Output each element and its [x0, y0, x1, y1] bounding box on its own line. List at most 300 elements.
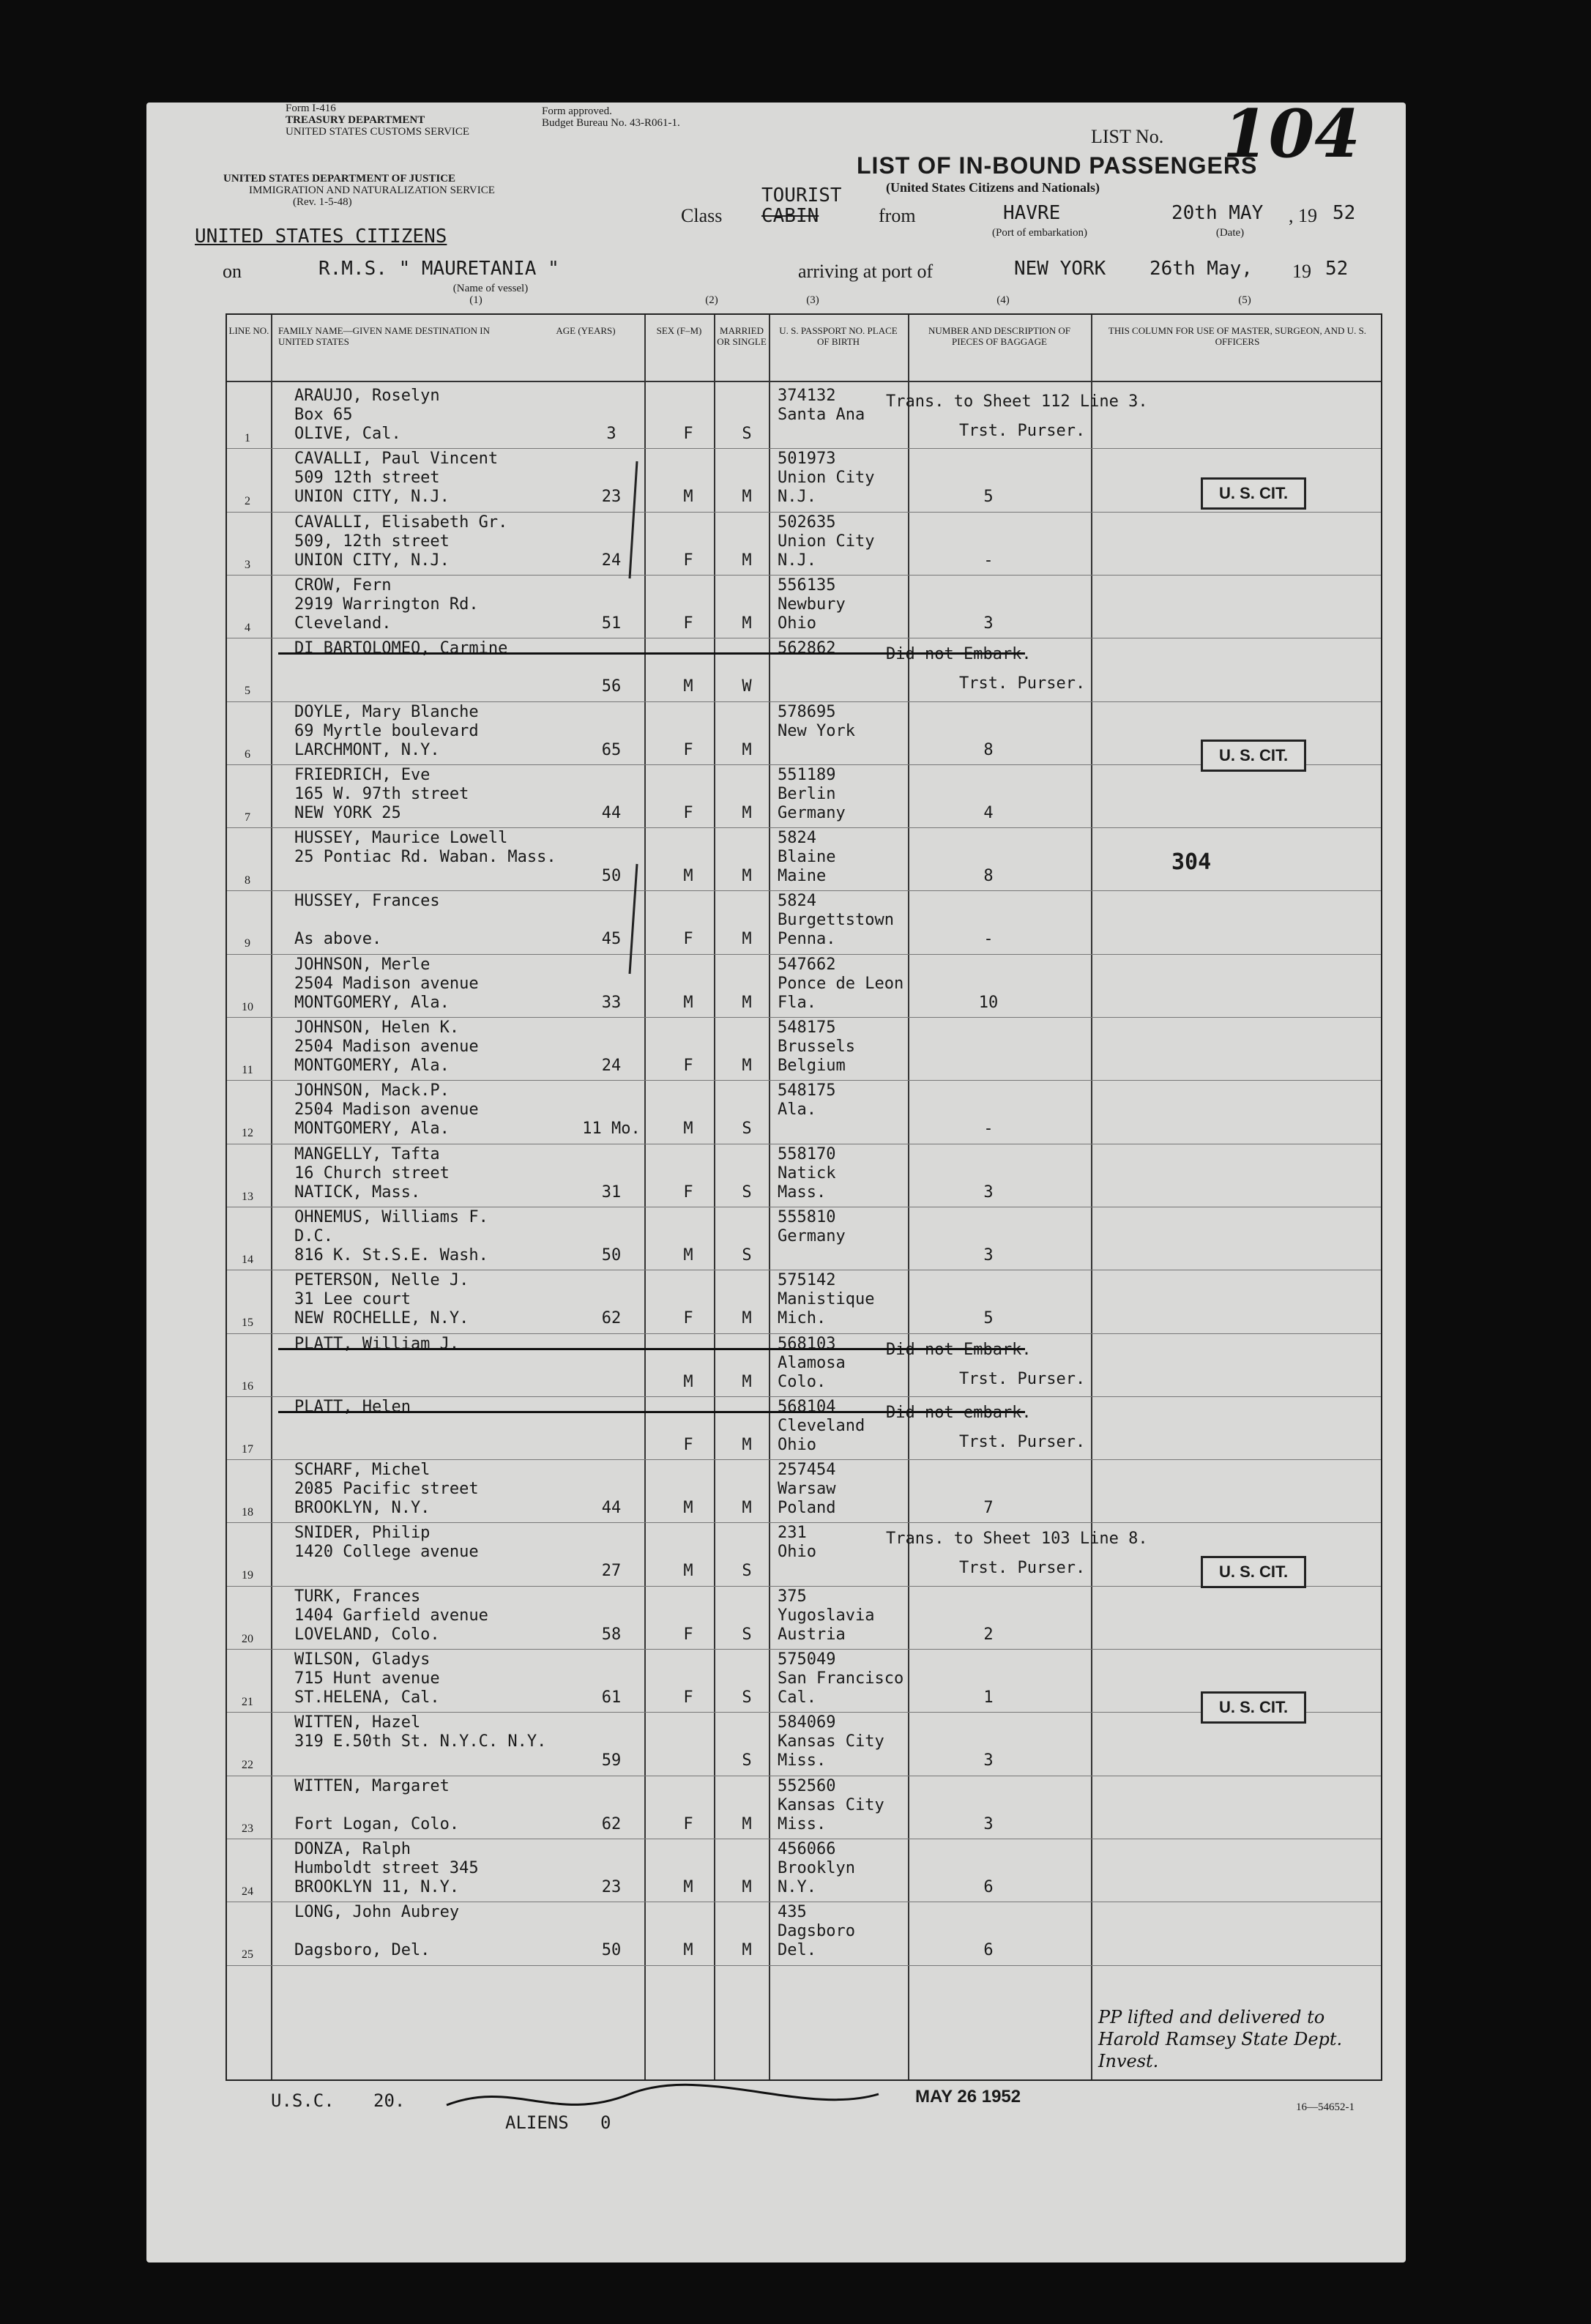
cell-age: 59	[601, 1751, 622, 1770]
cell-pb1: Union City	[778, 469, 875, 488]
line-number: 22	[242, 1759, 253, 1772]
cell-n1: TURK, Frances	[294, 1587, 421, 1606]
cell-rem: Did not Embark.	[886, 1340, 1032, 1359]
cell-n3: OLIVE, Cal.	[294, 425, 401, 443]
cell-pp: 558170	[778, 1144, 836, 1163]
table-row	[227, 1144, 1381, 1207]
cell-bag: 6	[983, 1941, 994, 1960]
table-row	[227, 1839, 1381, 1902]
line-number: 9	[245, 937, 250, 950]
cell-n1: WILSON, Gladys	[294, 1650, 431, 1669]
officers-header: THIS COLUMN FOR USE OF MASTER, SURGEON, AND U. S. OFFICERS	[1108, 325, 1367, 347]
cell-pb1: Kansas City	[778, 1795, 884, 1814]
cell-n3: BROOKLYN, N.Y.	[294, 1499, 431, 1518]
row-divider	[227, 1965, 1381, 1966]
cell-pb2: N.J.	[778, 488, 816, 507]
list-number: 104	[1223, 95, 1360, 173]
cell-age: 23	[601, 488, 622, 507]
cell-sex: M	[683, 1877, 693, 1896]
cell-bag: 3	[983, 1814, 994, 1833]
cell-mar: W	[742, 677, 752, 696]
cell-bag: 1	[983, 1688, 994, 1707]
cell-mar: S	[742, 1183, 752, 1202]
table-row	[227, 1207, 1381, 1270]
cell-n1: JOHNSON, Helen K.	[294, 1018, 460, 1037]
cell-pb2: Belgium	[778, 1057, 846, 1075]
cell-sex: F	[683, 614, 693, 633]
strikethrough-line	[278, 1348, 1025, 1350]
cell-n1: DONZA, Ralph	[294, 1839, 411, 1858]
cell-pb1: Kansas City	[778, 1732, 884, 1751]
cell-sex: F	[683, 1688, 693, 1707]
us-cit-stamp: U. S. CIT.	[1201, 740, 1306, 772]
cell-n3: NATICK, Mass.	[294, 1183, 421, 1202]
cell-n2: 16 Church street	[294, 1163, 450, 1183]
table-row	[227, 575, 1381, 638]
cell-pb2: Del.	[778, 1941, 816, 1960]
cell-pp: 5824	[778, 892, 816, 911]
line-number: 16	[242, 1379, 253, 1393]
cell-n3: UNION CITY, N.J.	[294, 551, 450, 570]
cell-mar: S	[742, 1245, 752, 1265]
cell-n1: PLATT, William J.	[294, 1334, 460, 1353]
embark-year: 52	[1333, 202, 1356, 224]
us-cit-stamp: U. S. CIT.	[1201, 477, 1306, 510]
cell-age: 58	[601, 1625, 622, 1644]
line-number: 19	[242, 1569, 253, 1582]
cell-pb2: Miss.	[778, 1814, 827, 1833]
aliens-label: ALIENS	[505, 2112, 569, 2133]
cell-n1: PETERSON, Nelle J.	[294, 1271, 469, 1290]
cell-pp: 456066	[778, 1839, 836, 1858]
cell-bag: -	[983, 1120, 994, 1139]
cell-bag: -	[983, 551, 994, 570]
line-number: 18	[242, 1506, 253, 1519]
cell-n2: 2504 Madison avenue	[294, 1038, 479, 1056]
cell-n1: CAVALLI, Elisabeth Gr.	[294, 513, 508, 532]
cell-age: 50	[601, 1941, 622, 1960]
cell-pb2: Ohio	[778, 614, 816, 633]
cell-n1: CROW, Fern	[294, 576, 392, 595]
cell-n2: 2085 Pacific street	[294, 1480, 479, 1499]
cell-mar: M	[742, 740, 752, 759]
usc-count: 20.	[373, 2090, 406, 2111]
cell-sex: F	[683, 740, 693, 759]
cell-n2: 69 Myrtle boulevard	[294, 721, 479, 740]
cell-pb1: Manistique	[778, 1290, 875, 1309]
cell-pb2: Mass.	[778, 1183, 827, 1202]
cell-pp: 374132	[778, 387, 836, 405]
cell-mar: M	[742, 1435, 752, 1454]
cell-mar: S	[742, 425, 752, 443]
class-label: Class	[681, 205, 723, 226]
cell-pp: 568104	[778, 1397, 836, 1416]
col-num-5: (5)	[1238, 294, 1251, 306]
line-number: 3	[245, 558, 250, 571]
cell-pb2: Mich.	[778, 1309, 827, 1328]
cell-n2: 1404 Garfield avenue	[294, 1606, 488, 1625]
cell-mar: M	[742, 614, 752, 633]
cell-pp: 551189	[778, 765, 836, 784]
cell-pb1: Dagsboro	[778, 1922, 855, 1941]
cell-age: 11 Mo.	[582, 1120, 641, 1139]
cell-n2: 2504 Madison avenue	[294, 1100, 479, 1120]
cell-pb1: Ohio	[778, 1543, 816, 1562]
table-row	[227, 1396, 1381, 1459]
cell-pb1: Yugoslavia	[778, 1606, 875, 1625]
cell-rem2: Trst. Purser.	[959, 422, 1086, 440]
cell-sex: F	[683, 1625, 693, 1644]
cell-n3: NEW ROCHELLE, N.Y.	[294, 1309, 469, 1328]
cell-sex: F	[683, 1183, 693, 1202]
cell-age: 56	[601, 677, 622, 696]
table-row	[227, 1586, 1381, 1649]
cell-sex: F	[683, 1309, 693, 1328]
cell-pb1: Ala.	[778, 1100, 816, 1120]
cell-sex: F	[683, 803, 693, 822]
cell-n1: ARAUJO, Roselyn	[294, 387, 440, 405]
cell-pp: 578695	[778, 702, 836, 721]
cell-pp: 231	[778, 1524, 807, 1543]
cell-sex: M	[683, 1499, 693, 1518]
cell-mar: M	[742, 551, 752, 570]
cell-n1: HUSSEY, Frances	[294, 892, 440, 911]
sex-header: SEX (F–M)	[656, 325, 702, 336]
citizens-label: UNITED STATES CITIZENS	[195, 226, 447, 247]
cell-pb2: N.Y.	[778, 1877, 816, 1896]
cell-pp: 556135	[778, 576, 836, 595]
cell-sex: F	[683, 1435, 693, 1454]
cell-n3: MONTGOMERY, Ala.	[294, 1120, 450, 1139]
cell-age: 33	[601, 993, 622, 1012]
cell-age: 65	[601, 740, 622, 759]
cell-bag: 8	[983, 867, 994, 886]
arrival-port: NEW YORK	[1014, 258, 1106, 280]
line-number: 23	[242, 1822, 253, 1835]
line-number: 1	[245, 432, 250, 444]
us-cit-stamp: U. S. CIT.	[1201, 1556, 1306, 1588]
arrival-year-prefix: 19	[1292, 261, 1311, 282]
cell-sex: F	[683, 930, 693, 949]
cell-pp: 501973	[778, 450, 836, 469]
cell-bag: 2	[983, 1625, 994, 1644]
cell-pb2: Colo.	[778, 1372, 827, 1391]
cell-n2: 509, 12th street	[294, 532, 450, 551]
cell-mar: M	[742, 1814, 752, 1833]
cell-bag: 7	[983, 1499, 994, 1518]
cell-age: 50	[601, 867, 622, 886]
cell-n3: BROOKLYN 11, N.Y.	[294, 1877, 460, 1896]
cell-sex: M	[683, 1245, 693, 1265]
married-header: MARRIED OR SINGLE	[717, 325, 767, 347]
cell-mar: M	[742, 1309, 752, 1328]
cell-n2: 715 Hunt avenue	[294, 1669, 440, 1688]
cell-rem2: Trst. Purser.	[959, 1432, 1086, 1451]
cell-mar: S	[742, 1120, 752, 1139]
cell-pb2: Ohio	[778, 1435, 816, 1454]
cell-n3: MONTGOMERY, Ala.	[294, 993, 450, 1012]
cell-n1: DI BARTOLOMEO, Carmine	[294, 639, 508, 658]
cell-sex: M	[683, 1372, 693, 1391]
cell-n1: OHNEMUS, Williams F.	[294, 1207, 488, 1226]
pp-lifted-note: PP lifted and delivered to Harold Ramsey State Dept. Invest.	[1098, 2007, 1343, 2071]
cell-n2: 319 E.50th St. N.Y.C. N.Y.	[294, 1732, 547, 1751]
table-row	[227, 1776, 1381, 1839]
usc-label: U.S.C.	[271, 2090, 335, 2111]
cell-pp: 5824	[778, 829, 816, 848]
table-row	[227, 1017, 1381, 1080]
cell-sex: M	[683, 677, 693, 696]
cell-mar: S	[742, 1751, 752, 1770]
cell-n2: 2919 Warrington Rd.	[294, 595, 479, 614]
line-number: 13	[242, 1190, 253, 1203]
table-row	[227, 512, 1381, 575]
cell-bag: 5	[983, 488, 994, 507]
dept-justice: UNITED STATES DEPARTMENT OF JUSTICE	[223, 173, 456, 185]
cell-n3: LARCHMONT, N.Y.	[294, 740, 440, 759]
stamp-304: 304	[1171, 849, 1212, 875]
cell-n1: HUSSEY, Maurice Lowell	[294, 829, 508, 848]
cell-pp: 548175	[778, 1081, 836, 1100]
col-num-4: (4)	[996, 294, 1010, 306]
cell-pb2: Germany	[778, 803, 846, 822]
cell-sex: F	[683, 1814, 693, 1833]
cell-pb1: Cleveland	[778, 1416, 865, 1435]
cell-pb1: Union City	[778, 532, 875, 551]
line-number: 5	[245, 685, 250, 698]
cell-sex: M	[683, 1120, 693, 1139]
cell-pb1: Brussels	[778, 1038, 855, 1056]
cell-age: 44	[601, 803, 622, 822]
passport-header: U. S. PASSPORT NO. PLACE OF BIRTH	[779, 325, 898, 347]
cell-mar: S	[742, 1562, 752, 1581]
cell-pb2: N.J.	[778, 551, 816, 570]
table-row	[227, 954, 1381, 1017]
cell-pp: 575142	[778, 1271, 836, 1290]
cell-rem: Did not embark.	[886, 1403, 1032, 1422]
cell-bag: 8	[983, 740, 994, 759]
line-number: 7	[245, 811, 250, 824]
cell-age: 45	[601, 930, 622, 949]
form-rev: (Rev. 1-5-48)	[293, 196, 352, 208]
document-subtitle: (United States Citizens and Nationals)	[886, 180, 1100, 195]
cell-pp: 568103	[778, 1334, 836, 1353]
cell-age: 61	[601, 1688, 622, 1707]
cell-pb2: Miss.	[778, 1751, 827, 1770]
cell-rem: Trans. to Sheet 112 Line 3.	[886, 392, 1148, 411]
cell-pb1: Burgettstown	[778, 911, 894, 930]
budget-bureau: Budget Bureau No. 43-R061-1.	[542, 117, 680, 129]
line-number: 10	[242, 1000, 253, 1013]
cell-n1: SNIDER, Philip	[294, 1524, 431, 1543]
cell-n1: DOYLE, Mary Blanche	[294, 702, 479, 721]
cell-n1: PLATT, Helen	[294, 1397, 411, 1416]
cell-n2: 31 Lee court	[294, 1290, 411, 1309]
cell-age: 24	[601, 1057, 622, 1075]
strikethrough-line	[278, 1411, 1025, 1413]
table-row	[227, 638, 1381, 701]
cell-n3: As above.	[294, 930, 382, 949]
table-row	[227, 764, 1381, 827]
line-number: 24	[242, 1885, 253, 1898]
cell-n3: Dagsboro, Del.	[294, 1941, 431, 1960]
cell-rem2: Trst. Purser.	[959, 674, 1086, 693]
cell-n1: LONG, John Aubrey	[294, 1903, 460, 1922]
cell-n3: MONTGOMERY, Ala.	[294, 1057, 450, 1075]
cell-pp: 435	[778, 1903, 807, 1922]
line-number: 25	[242, 1948, 253, 1962]
vessel-name: R.M.S. " MAURETANIA "	[318, 258, 559, 280]
embark-port: HAVRE	[1003, 202, 1061, 224]
line-number: 2	[245, 495, 250, 508]
cell-pb1: Ponce de Leon	[778, 974, 904, 993]
cell-mar: M	[742, 488, 752, 507]
cell-bag: 3	[983, 1751, 994, 1770]
cell-pb2: Maine	[778, 867, 827, 886]
line-number: 11	[242, 1064, 253, 1076]
date-stamp: MAY 26 1952	[915, 2087, 1021, 2107]
cell-pb1: New York	[778, 721, 855, 740]
cell-sex: F	[683, 551, 693, 570]
cell-pp: 555810	[778, 1207, 836, 1226]
cell-bag: 4	[983, 803, 994, 822]
list-no-label: LIST No.	[1091, 126, 1164, 147]
cell-pb1: Newbury	[778, 595, 846, 614]
cell-n2: Box 65	[294, 406, 353, 424]
cell-sex: M	[683, 488, 693, 507]
cell-n3: NEW YORK 25	[294, 803, 401, 822]
cell-pb1: Brooklyn	[778, 1858, 855, 1877]
cell-n2: 165 W. 97th street	[294, 784, 469, 803]
name-header: FAMILY NAME—GIVEN NAME DESTINATION IN UNITED STATES	[278, 325, 491, 347]
table-row	[227, 1902, 1381, 1964]
cell-age: 50	[601, 1245, 622, 1265]
cell-pp: 548175	[778, 1018, 836, 1037]
table-row	[227, 1270, 1381, 1333]
line-number: 20	[242, 1632, 253, 1645]
header-divider	[227, 381, 1381, 382]
cell-mar: M	[742, 1877, 752, 1896]
cell-n1: JOHNSON, Merle	[294, 955, 431, 974]
table-row	[227, 385, 1381, 448]
age-header: AGE (YEARS)	[556, 325, 616, 336]
table-row	[227, 1459, 1381, 1522]
date-caption: (Date)	[1215, 227, 1245, 239]
from-label: from	[879, 205, 916, 226]
arrival-date: 26th May,	[1150, 258, 1253, 280]
line-number: 4	[245, 621, 250, 634]
cell-n2: 2504 Madison avenue	[294, 974, 479, 993]
cell-mar: M	[742, 930, 752, 949]
cell-age: 23	[601, 1877, 622, 1896]
cell-n2: D.C.	[294, 1226, 333, 1245]
cell-bag: 3	[983, 1183, 994, 1202]
cell-pb1: San Francisco	[778, 1669, 904, 1688]
cell-pb1: Blaine	[778, 848, 836, 867]
cell-mar: M	[742, 867, 752, 886]
cell-age: 27	[601, 1562, 622, 1581]
cell-rem2: Trst. Purser.	[959, 1369, 1086, 1388]
cell-pb1: Warsaw	[778, 1480, 836, 1499]
cell-n1: CAVALLI, Paul Vincent	[294, 450, 499, 469]
cell-mar: M	[742, 1499, 752, 1518]
year-prefix: , 19	[1289, 205, 1317, 226]
arriving-label: arriving at port of	[798, 261, 934, 282]
cell-mar: M	[742, 1941, 752, 1960]
cell-sex: M	[683, 1562, 693, 1581]
cell-age: 44	[601, 1499, 622, 1518]
cell-mar: S	[742, 1625, 752, 1644]
line-number: 14	[242, 1253, 253, 1266]
cell-pp: 257454	[778, 1461, 836, 1480]
cell-sex: M	[683, 1941, 693, 1960]
cell-n1: WITTEN, Margaret	[294, 1776, 450, 1795]
customs-service: UNITED STATES CUSTOMS SERVICE	[286, 126, 470, 138]
port-caption: (Port of embarkation)	[992, 227, 1087, 239]
cell-pp: 547662	[778, 955, 836, 974]
col-num-1: (1)	[469, 294, 482, 306]
table-row	[227, 1080, 1381, 1143]
cell-pp: 562862	[778, 639, 836, 658]
cell-age: 51	[601, 614, 622, 633]
cell-n2: 1420 College avenue	[294, 1543, 479, 1562]
cell-mar: M	[742, 803, 752, 822]
treasury-dept: TREASURY DEPARTMENT	[286, 114, 425, 126]
cell-n1: WITTEN, Hazel	[294, 1713, 421, 1732]
cell-sex: M	[683, 993, 693, 1012]
cell-sex: M	[683, 867, 693, 886]
cell-age: 62	[601, 1309, 622, 1328]
line-header: LINE NO.	[228, 325, 269, 336]
cell-pb2: Austria	[778, 1625, 846, 1644]
cell-rem2: Trst. Purser.	[959, 1559, 1086, 1578]
cell-n1: JOHNSON, Mack.P.	[294, 1081, 450, 1100]
strikethrough-line	[278, 652, 1025, 655]
cell-pp: 584069	[778, 1713, 836, 1732]
cell-age: 31	[601, 1183, 622, 1202]
class-value: TOURIST	[761, 185, 842, 206]
cell-rem: Trans. to Sheet 103 Line 8.	[886, 1530, 1148, 1549]
cell-pp: 575049	[778, 1650, 836, 1669]
vessel-caption: (Name of vessel)	[452, 283, 529, 294]
on-label: on	[223, 261, 242, 282]
cell-sex: F	[683, 425, 693, 443]
cell-pp: 502635	[778, 513, 836, 532]
line-number: 21	[242, 1696, 253, 1708]
cell-pb2: Fla.	[778, 993, 816, 1012]
embark-date: 20th MAY	[1171, 202, 1264, 224]
ins-label: IMMIGRATION AND NATURALIZATION SERVICE	[249, 185, 495, 196]
cell-pb2: Poland	[778, 1499, 836, 1518]
cell-sex: F	[683, 1057, 693, 1075]
cell-mar: S	[742, 1688, 752, 1707]
punch-hole	[29, 103, 56, 132]
cell-age: 24	[601, 551, 622, 570]
cell-bag: 5	[983, 1309, 994, 1328]
line-number: 15	[242, 1316, 253, 1330]
cell-n1: SCHARF, Michel	[294, 1461, 431, 1480]
line-number: 12	[242, 1127, 253, 1140]
col-num-3: (3)	[806, 294, 819, 306]
cell-pb1: Santa Ana	[778, 406, 865, 424]
passenger-table	[226, 313, 1382, 2081]
cell-pb1: Alamosa	[778, 1353, 846, 1372]
cell-bag: 10	[978, 993, 999, 1012]
cell-n3: Fort Logan, Colo.	[294, 1814, 460, 1833]
cell-n3: ST.HELENA, Cal.	[294, 1688, 440, 1707]
line-number: 8	[245, 874, 250, 887]
baggage-header: NUMBER AND DESCRIPTION OF PIECES OF BAGGAGE	[928, 325, 1070, 347]
